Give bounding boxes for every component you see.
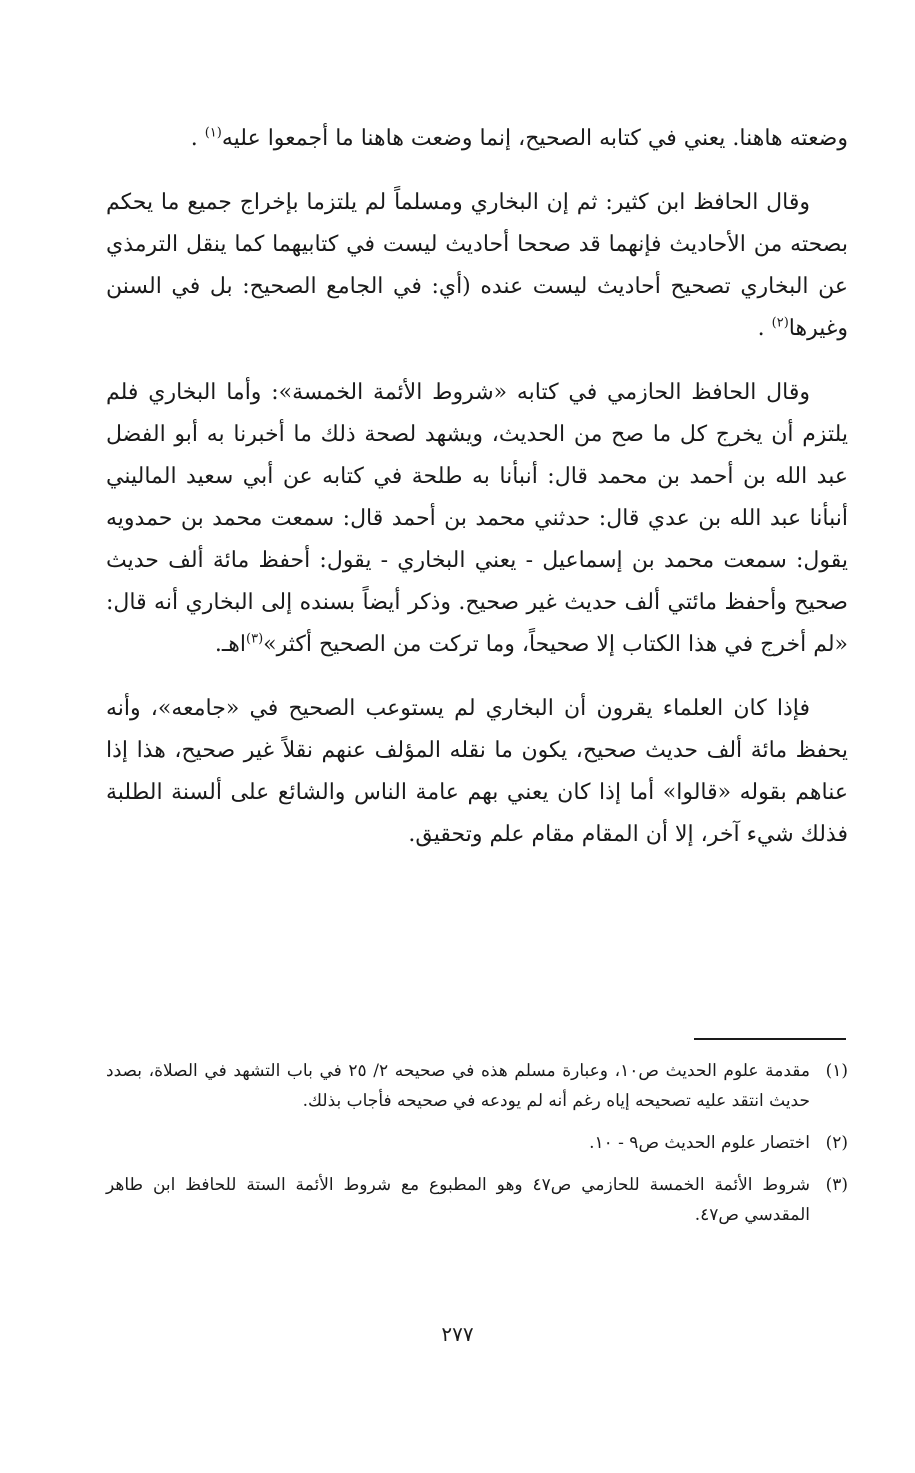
footnote-ref-2: (٢)	[771, 315, 789, 331]
paragraph-2	[106, 182, 848, 350]
footnote-1	[106, 1056, 848, 1116]
footnote-1-number: (١)	[825, 1061, 848, 1081]
footnote-separator	[694, 1038, 846, 1040]
paragraph-3-tail: اهـ.	[214, 632, 247, 657]
paragraph-4-text: فإذا كان العلماء يقرون أن البخاري لم يستوعب الصحيح في «جامعه»، وأنه يحفظ مائة ألف حديث صحيح، يكون ما نقله المؤلف عنهم نقلاً غير صحيح، هذا إذا عناهم بقوله «قالوا» أما إذا كان يعني بهم عامة الناس والشائع على ألسنة الطلبة فذلك شيء آخر، إلا أن المقام مقام علم وتحقيق.	[106, 696, 848, 847]
footnote-2-number: (٢)	[825, 1133, 848, 1153]
page-number: ٢٧٧	[441, 1322, 474, 1346]
footnote-ref-3: (٣)	[246, 631, 264, 647]
paragraph-1-tail: .	[190, 126, 198, 151]
footnote-2	[106, 1128, 848, 1158]
footnote-3	[106, 1170, 848, 1230]
paragraph-3	[106, 372, 848, 666]
paragraph-2-text: وقال الحافظ ابن كثير: ثم إن البخاري ومسلماً لم يلتزما بإخراج جميع ما يحكم بصحته من الأحاديث فإنهما قد صححا أحاديث ليست في كتابيهما كما ينقل الترمذي عن البخاري تصحيح أحاديث ليست عنده (أي: في الجامع الصحيح: بل في السنن وغيرها	[106, 190, 848, 341]
footnote-3-text: شروط الأئمة الخمسة للحازمي ص٤٧ وهو المطبوع مع شروط الأئمة الستة للحافظ ابن طاهر المقدسي ص٤٧.	[106, 1175, 810, 1225]
paragraph-2-tail: .	[757, 316, 765, 341]
footnotes	[106, 1056, 848, 1242]
footnote-1-text: مقدمة علوم الحديث ص١٠، وعبارة مسلم هذه في صحيحه ٢/ ٢٥ في باب التشهد في الصلاة، بصدد حديث انتقد عليه تصحيحه إياه رغم أنه لم يودعه في صحيحه فأجاب بذلك.	[106, 1061, 810, 1111]
footnote-ref-1: (١)	[204, 125, 222, 141]
paragraph-3-text: وقال الحافظ الحازمي في كتابه «شروط الأئمة الخمسة»: وأما البخاري فلم يلتزم أن يخرج كل ما صح من الحديث، ويشهد لصحة ذلك ما أخبرنا به أبو الفضل عبد الله بن أحمد بن محمد قال: أنبأنا به طلحة في كتابه عن أبي سعيد الماليني أنبأنا عبد الله بن عدي قال: حدثني محمد بن أحمد قال: سمعت محمد بن حمدويه يقول: سمعت محمد بن إسماعيل - يعني البخاري - يقول: أحفظ مائة ألف حديث صحيح وأحفظ مائتي ألف حديث غير صحيح. وذكر أيضاً بسنده إلى البخاري أنه قال: «لم أخرج في هذا الكتاب إلا صحيحاً، وما تركت من الصحيح أكثر»	[106, 380, 848, 657]
footnote-3-number: (٣)	[825, 1175, 848, 1195]
paragraph-4	[106, 688, 848, 856]
paragraph-1-text: وضعته هاهنا. يعني في كتابه الصحيح، إنما وضعت هاهنا ما أجمعوا عليه	[221, 126, 848, 151]
footnote-2-text: اختصار علوم الحديث ص٩ - ١٠.	[589, 1133, 810, 1153]
main-text	[106, 118, 848, 878]
paragraph-1	[106, 118, 848, 160]
